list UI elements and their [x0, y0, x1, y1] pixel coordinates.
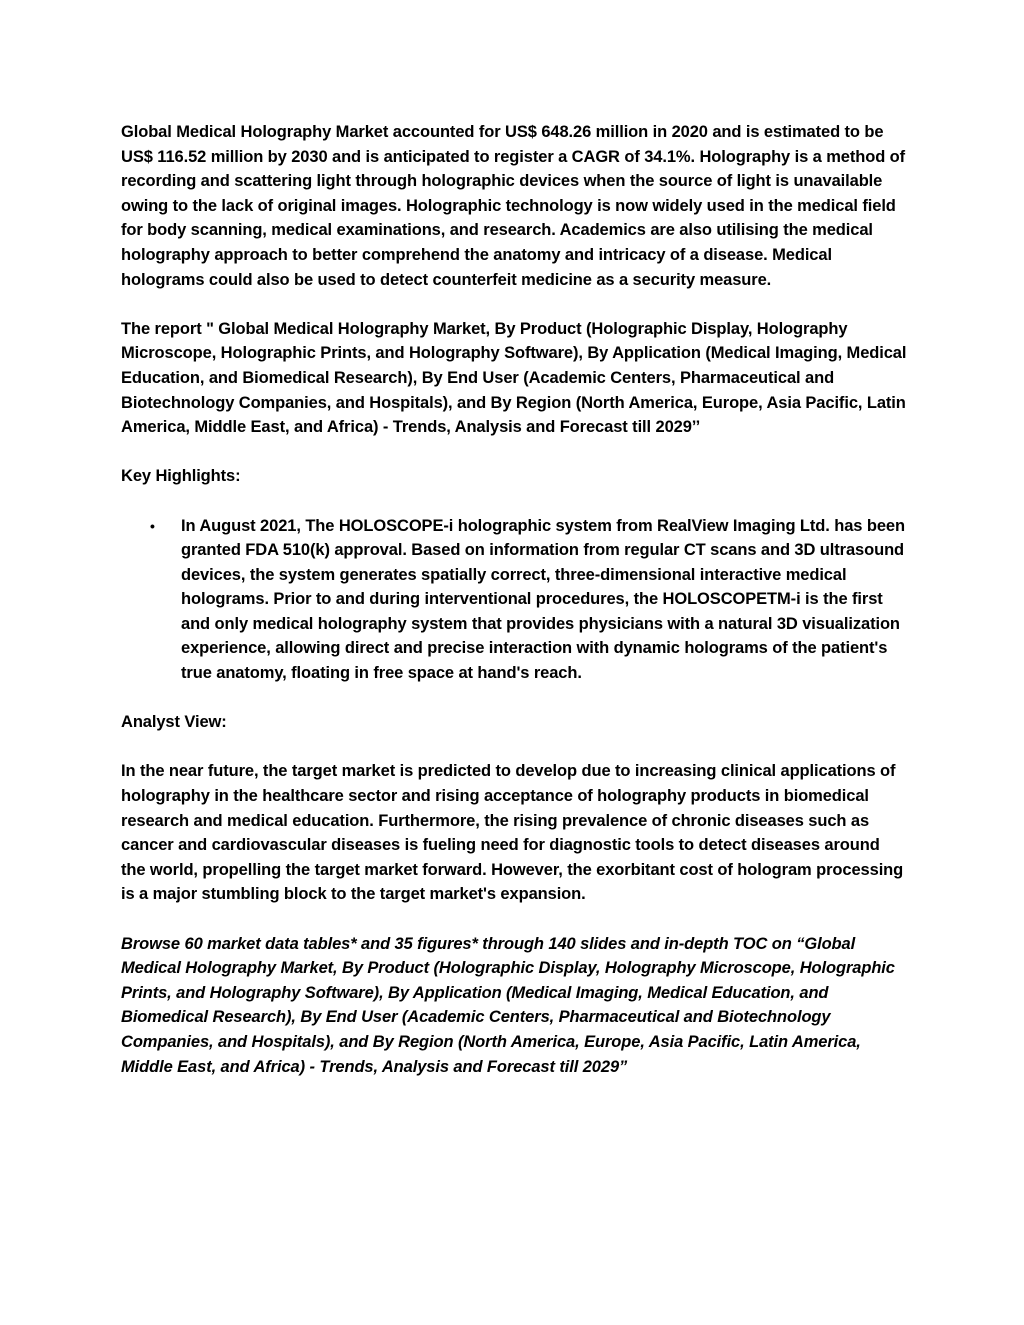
intro-paragraph: Global Medical Holography Market accounted for US$ 648.26 million in 2020 and is estimated to be US$ 116.52 million by 2030 and is anticipated to register a CAGR of 34.1%. Holography is a method of recording and scattering light through holographic devices when the source of light is unavailable owing to the lack of original images. Holographic technology is now widely used in the medical field for body scanning, medical examinations, and research. Academics are also utilising the medical holography approach to better comprehend the anatomy and intricacy of a disease. Medical holograms could also be used to detect counterfeit medicine as a security measure.: [121, 123, 906, 289]
browse-paragraph: Browse 60 market data tables* and 35 figures* through 140 slides and in-depth TOC on “Global Medical Holography Market, By Product (Holographic Display, Holography Microscope, Holographic Prints, and Holography Software), By Application (Medical Imaging, Medical Education, and Biomedical Research), By End User (Academic Centers, Pharmaceutical and Biotechnology Companies, and Hospitals), and By Region (North America, Europe, Asia Pacific, Latin America, Middle East, and Africa) - Trends, Analysis and Forecast till 2029”: [121, 934, 895, 1076]
highlight-text: In August 2021, The HOLOSCOPE-i holographic system from RealView Imaging Ltd. has been granted FDA 510(k) approval. Based on information from regular CT scans and 3D ultrasound devices, the system generates spatially correct, three-dimensional interactive medical holograms. Prior to and during interventional procedures, the HOLOSCOPETM-i is the first and only medical holography system that provides physicians with a natural 3D visualization experience, allowing direct and precise interaction with dynamic holograms of the patient's true anatomy, floating in free space at hand's reach.: [181, 516, 905, 683]
highlights-list: [121, 514, 907, 686]
bullet-icon: •: [150, 517, 155, 534]
analyst-view-paragraph: In the near future, the target market is predicted to develop due to increasing clinical applications of holography in the healthcare sector and rising acceptance of holography products in biomedical research and medical education. Furthermore, the rising prevalence of chronic diseases such as cancer and cardiovascular diseases is fueling need for diagnostic tools to detect diseases around the world, propelling the target market forward. However, the exorbitant cost of hologram processing is a major stumbling block to the target market's expansion.: [121, 762, 904, 904]
analyst-view-heading: Analyst View:: [121, 713, 227, 732]
list-item: [150, 514, 907, 686]
key-highlights-heading: Key Highlights:: [121, 467, 241, 486]
report-title-paragraph: The report " Global Medical Holography Market, By Product (Holographic Display, Holography Microscope, Holographic Prints, and Holography Software), By Application (Medical Imaging, Medical Education, and Biomedical Research), By End User (Academic Centers, Pharmaceutical and Biotechnology Companies, and Hospitals), and By Region (North America, Europe, Asia Pacific, Latin America, Middle East, and Africa) - Trends, Analysis and Forecast till 2029’’: [121, 319, 907, 437]
document-page: [121, 120, 907, 1104]
